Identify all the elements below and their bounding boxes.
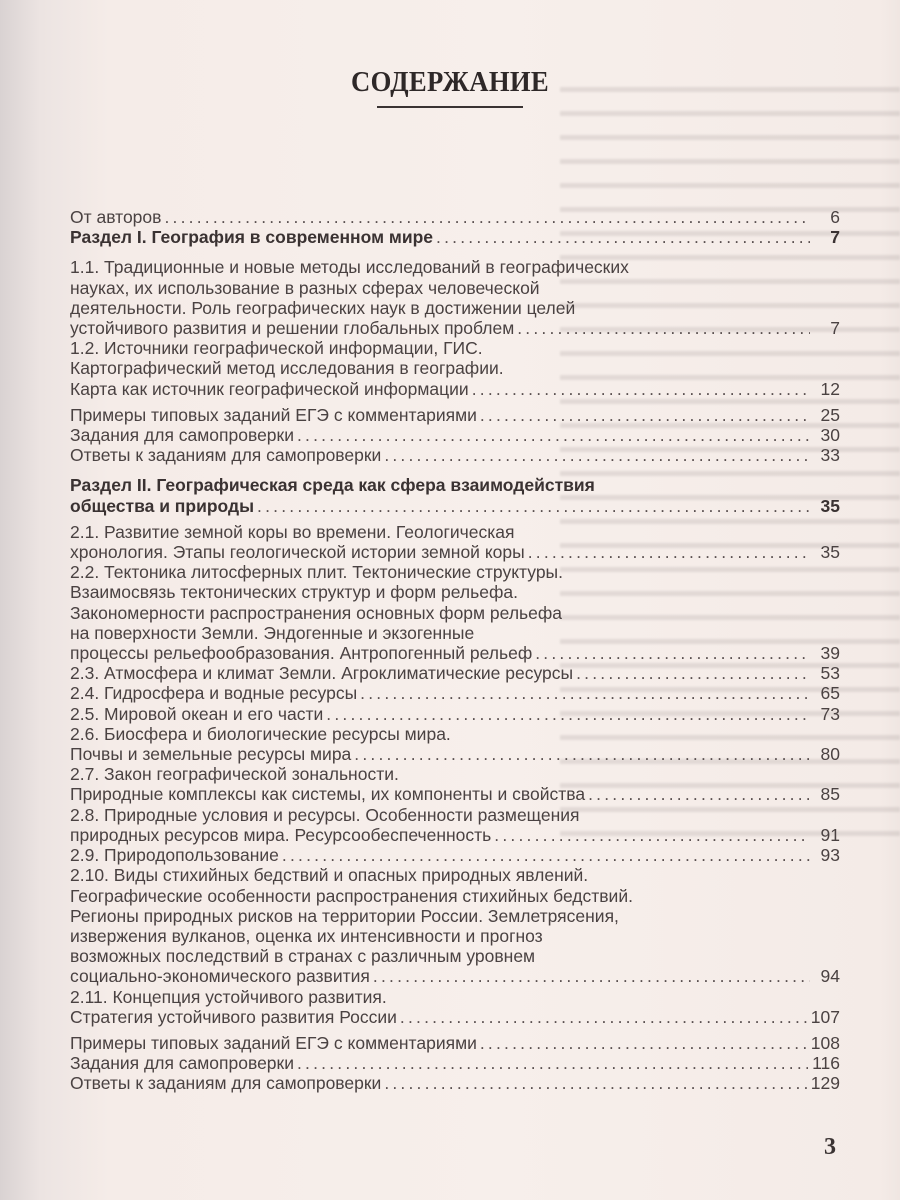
toc-entry[interactable] bbox=[70, 1073, 840, 1093]
toc-entry-title: 2.10. Виды стихийных бедствий и опасных природных явлений. bbox=[70, 865, 589, 886]
toc-entry-title: 2.6. Биосфера и биологические ресурсы мира. bbox=[70, 723, 451, 744]
toc-entry-title: Стратегия устойчивого развития России bbox=[70, 1006, 397, 1027]
toc-page-number: 6 bbox=[830, 207, 840, 227]
toc-page-number: 7 bbox=[830, 227, 840, 248]
toc-page-number: 80 bbox=[820, 744, 840, 765]
leader-dots bbox=[297, 1053, 808, 1073]
page-number: 3 bbox=[824, 1134, 836, 1160]
leader-dots bbox=[384, 445, 810, 465]
toc-entry-title: Карта как источник географической информации bbox=[70, 378, 469, 399]
toc-entry[interactable] bbox=[70, 805, 840, 845]
toc-entry-title: Взаимосвязь тектонических структур и форм рельефа. bbox=[70, 582, 518, 603]
toc-page-number: 35 bbox=[820, 542, 840, 563]
toc-page-number: 91 bbox=[820, 824, 840, 845]
toc-entry[interactable] bbox=[70, 522, 840, 562]
leader-dots bbox=[480, 405, 810, 425]
toc-entry-title: 2.8. Природные условия и ресурсы. Особенности размещения bbox=[70, 804, 580, 825]
leader-dots bbox=[164, 207, 810, 227]
leader-dots bbox=[517, 318, 810, 338]
leader-dots bbox=[528, 542, 810, 562]
leader-dots bbox=[354, 744, 810, 764]
toc-entry-title: 2.1. Развитие земной коры во времени. Геологическая bbox=[70, 521, 515, 542]
toc-entry-title: хронология. Этапы геологической истории земной коры bbox=[70, 542, 525, 563]
toc-page-number: 93 bbox=[820, 845, 840, 866]
toc-entry[interactable] bbox=[70, 724, 840, 764]
toc-entry-title: Ответы к заданиям для самопроверки bbox=[70, 445, 382, 466]
toc-entry-title: 2.7. Закон географической зональности. bbox=[70, 764, 399, 785]
toc-entry-title: науках, их использование в разных сферах человеческой bbox=[70, 277, 540, 298]
toc-entry-title: Задания для самопроверки bbox=[70, 1053, 294, 1074]
toc-entry[interactable] bbox=[70, 207, 840, 227]
toc-entry-title: Ответы к заданиям для самопроверки bbox=[70, 1073, 382, 1094]
leader-dots bbox=[588, 784, 810, 804]
leader-dots bbox=[576, 663, 810, 683]
toc-page-number: 7 bbox=[830, 318, 840, 339]
toc-page-number: 94 bbox=[820, 966, 840, 987]
title-underline bbox=[377, 106, 523, 108]
toc-entry-title: Почвы и земельные ресурсы мира bbox=[70, 744, 352, 765]
toc-section-title: общества и природы bbox=[70, 495, 255, 516]
leader-dots bbox=[436, 227, 810, 247]
toc-page-number: 108 bbox=[810, 1032, 840, 1053]
toc-page-number: 85 bbox=[820, 784, 840, 805]
leader-dots bbox=[326, 704, 810, 724]
toc-entry[interactable] bbox=[70, 405, 840, 425]
toc-entry-title: Закономерности распространения основных форм рельефа bbox=[70, 602, 563, 623]
toc-page-number: 53 bbox=[820, 663, 840, 684]
toc-entry[interactable] bbox=[70, 257, 840, 338]
toc-entry-title: на поверхности Земли. Эндогенные и экзогенные bbox=[70, 622, 475, 643]
leader-dots bbox=[472, 379, 810, 399]
leader-dots bbox=[480, 1033, 807, 1053]
toc-entry-title: 2.3. Атмосфера и климат Земли. Агроклиматические ресурсы bbox=[70, 663, 574, 684]
toc-section-2[interactable] bbox=[70, 475, 840, 515]
toc-entry-title: социально-экономического развития bbox=[70, 966, 370, 987]
toc-section-title: Раздел II. Географическая среда как сфера взаимодействия bbox=[70, 475, 595, 496]
toc-entry-title: деятельности. Роль географических наук в достижении целей bbox=[70, 297, 576, 318]
toc-entry-title: Примеры типовых заданий ЕГЭ с комментариями bbox=[70, 1032, 477, 1053]
leader-dots bbox=[535, 643, 810, 663]
leader-dots bbox=[373, 966, 810, 986]
toc-entry[interactable] bbox=[70, 562, 840, 663]
toc-entry[interactable] bbox=[70, 845, 840, 865]
toc-entry-title: Задания для самопроверки bbox=[70, 425, 294, 446]
toc-entry-title: Регионы природных рисков на территории России. Землетрясения, bbox=[70, 905, 619, 926]
toc-entry[interactable] bbox=[70, 704, 840, 724]
toc-entry-title: 2.5. Мировой океан и его части bbox=[70, 703, 324, 724]
toc-entry[interactable] bbox=[70, 445, 840, 465]
toc-entry[interactable] bbox=[70, 1053, 840, 1073]
toc-page-number: 30 bbox=[820, 425, 840, 446]
leader-dots bbox=[282, 845, 810, 865]
toc-entry-title: 2.4. Гидросфера и водные ресурсы bbox=[70, 683, 358, 704]
toc-page-number: 25 bbox=[820, 404, 840, 425]
toc-entry-title: Примеры типовых заданий ЕГЭ с комментариями bbox=[70, 404, 477, 425]
toc-page-number: 73 bbox=[820, 703, 840, 724]
toc-entry-title: 2.2. Тектоника литосферных плит. Тектонические структуры. bbox=[70, 562, 563, 583]
toc-section-title: Раздел I. География в современном мире bbox=[70, 227, 434, 248]
toc-page-number: 35 bbox=[820, 495, 840, 516]
toc-page-number: 12 bbox=[820, 378, 840, 399]
toc-page-number: 129 bbox=[810, 1073, 840, 1094]
toc-entry-title: 2.11. Концепция устойчивого развития. bbox=[70, 986, 387, 1007]
toc-entry[interactable] bbox=[70, 764, 840, 804]
toc-entry-title: 1.1. Традиционные и новые методы исследований в географических bbox=[70, 257, 629, 278]
toc-entry-title: процессы рельефообразования. Антропогенный рельеф bbox=[70, 643, 533, 664]
toc-entry-title: Природные комплексы как системы, их компоненты и свойства bbox=[70, 784, 586, 805]
toc-entry-title: 2.9. Природопользование bbox=[70, 845, 279, 866]
toc-entry[interactable] bbox=[70, 425, 840, 445]
toc-entry-title: 1.2. Источники географической информации, ГИС. bbox=[70, 338, 483, 359]
leader-dots bbox=[360, 683, 810, 703]
toc-entry[interactable] bbox=[70, 865, 840, 986]
toc-entry[interactable] bbox=[70, 338, 840, 399]
leader-dots bbox=[297, 425, 810, 445]
leader-dots bbox=[400, 1007, 807, 1027]
leader-dots bbox=[494, 825, 810, 845]
toc-page-number: 116 bbox=[812, 1053, 840, 1074]
toc-entry-title: возможных последствий в странах с различным уровнем bbox=[70, 946, 536, 967]
toc-entry-title: извержения вулканов, оценка их интенсивности и прогноз bbox=[70, 925, 543, 946]
toc-entry[interactable] bbox=[70, 683, 840, 703]
toc-page-number: 39 bbox=[820, 643, 840, 664]
toc-section-1[interactable] bbox=[70, 227, 840, 247]
toc-entry-title: От авторов bbox=[70, 207, 162, 227]
toc-entry-title: природных ресурсов мира. Ресурсообеспеченность bbox=[70, 824, 492, 845]
toc-entry-title: Географические особенности распространения стихийных бедствий. bbox=[70, 885, 633, 906]
leader-dots bbox=[257, 496, 810, 516]
page-title: СОДЕРЖАНИЕ bbox=[351, 66, 549, 98]
table-of-contents bbox=[70, 207, 840, 1094]
toc-entry[interactable] bbox=[70, 1033, 840, 1053]
toc-entry[interactable] bbox=[70, 663, 840, 683]
toc-entry-title: Картографический метод исследования в географии. bbox=[70, 358, 504, 379]
toc-page-number: 107 bbox=[810, 1006, 840, 1027]
toc-entry[interactable] bbox=[70, 987, 840, 1027]
toc-page-number: 33 bbox=[820, 445, 840, 466]
toc-entry-title: устойчивого развития и решении глобальных проблем bbox=[70, 318, 515, 339]
leader-dots bbox=[384, 1073, 806, 1093]
toc-page-number: 65 bbox=[820, 683, 840, 704]
